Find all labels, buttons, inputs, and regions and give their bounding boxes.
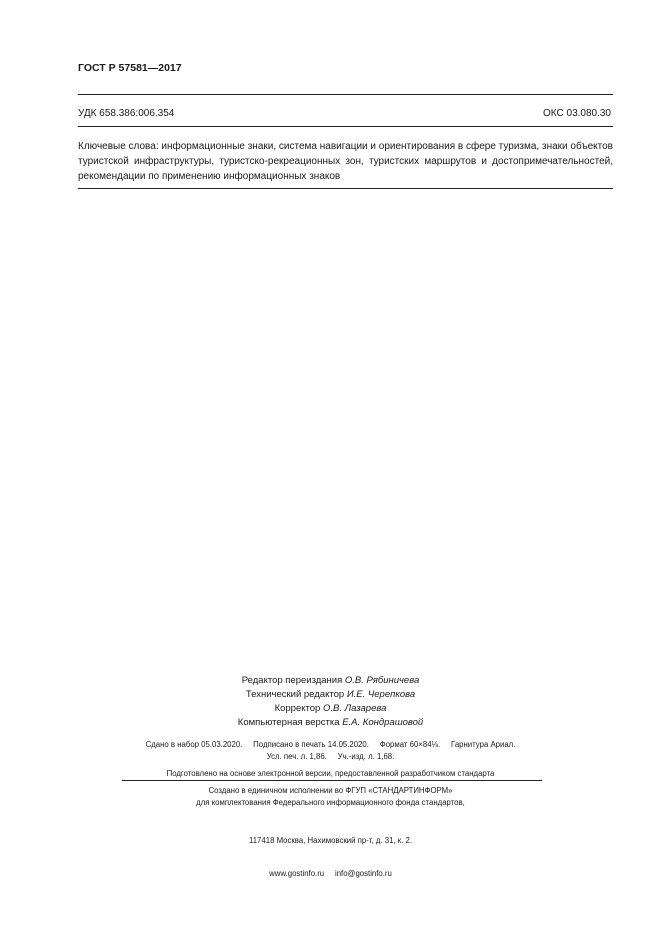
publisher-line-1: Создано в единичном исполнении во ФГУП «СТАНДАРТИНФОРМ»: [208, 786, 453, 795]
credit-line: [0, 702, 661, 716]
publisher-contacts: [0, 813, 661, 890]
publisher-line-2: для комплектования Федерального информационного фонда стандартов,: [196, 798, 465, 807]
prepared-note: Подготовлено на основе электронной версии, предоставленной разработчиком стандарта: [166, 769, 495, 778]
publisher-web: www.gostinfo.ru info@gostinfo.ru: [269, 869, 392, 878]
keywords-paragraph: Ключевые слова: информационные знаки, система навигации и ориентирования в сфере туризма, знаки объектов туристской инфраструктуры, туристско-рекреационных зон, туристских маршрутов и достопримечательностей, рекомендации по применению информационных знаков: [78, 141, 613, 182]
credit-role: Редактор переиздания: [241, 675, 343, 686]
credit-name: Е.А. Кондрашовой: [342, 717, 424, 728]
standard-number: ГОСТ Р 57581—2017: [78, 62, 182, 74]
oks-code: ОКС 03.080.30: [543, 108, 611, 119]
credit-line: [0, 716, 661, 730]
divider-top: [78, 94, 613, 95]
credit-line: [0, 688, 661, 702]
credit-name: И.Е. Черепкова: [346, 689, 416, 700]
editorial-credits: [0, 674, 661, 730]
divider-bottom: [78, 188, 613, 189]
print-info-line-2: Усл. печ. л. 1,86. Уч.-изд. л. 1,68.: [266, 752, 395, 761]
credit-role: Компьютерная верстка: [237, 717, 340, 728]
print-info-line-1: Сдано в набор 05.03.2020. Подписано в печать 14.05.2020. Формат 60×84⅛. Гарнитура Ариал.: [145, 740, 516, 749]
credit-role: Технический редактор: [245, 689, 345, 700]
publisher-info: [0, 785, 661, 809]
divider-middle: [78, 126, 613, 127]
udk-code: УДК 658.386:006.354: [78, 108, 175, 119]
credit-role: Корректор: [274, 703, 321, 714]
divider-imprint: [122, 780, 542, 781]
publisher-address: 117418 Москва, Нахимовский пр-т, д. 31, к. 2.: [248, 836, 413, 845]
credit-line: [0, 674, 661, 688]
credit-name: О.В. Лазарева: [322, 703, 387, 714]
credit-name: О.В. Рябиничева: [344, 675, 420, 686]
